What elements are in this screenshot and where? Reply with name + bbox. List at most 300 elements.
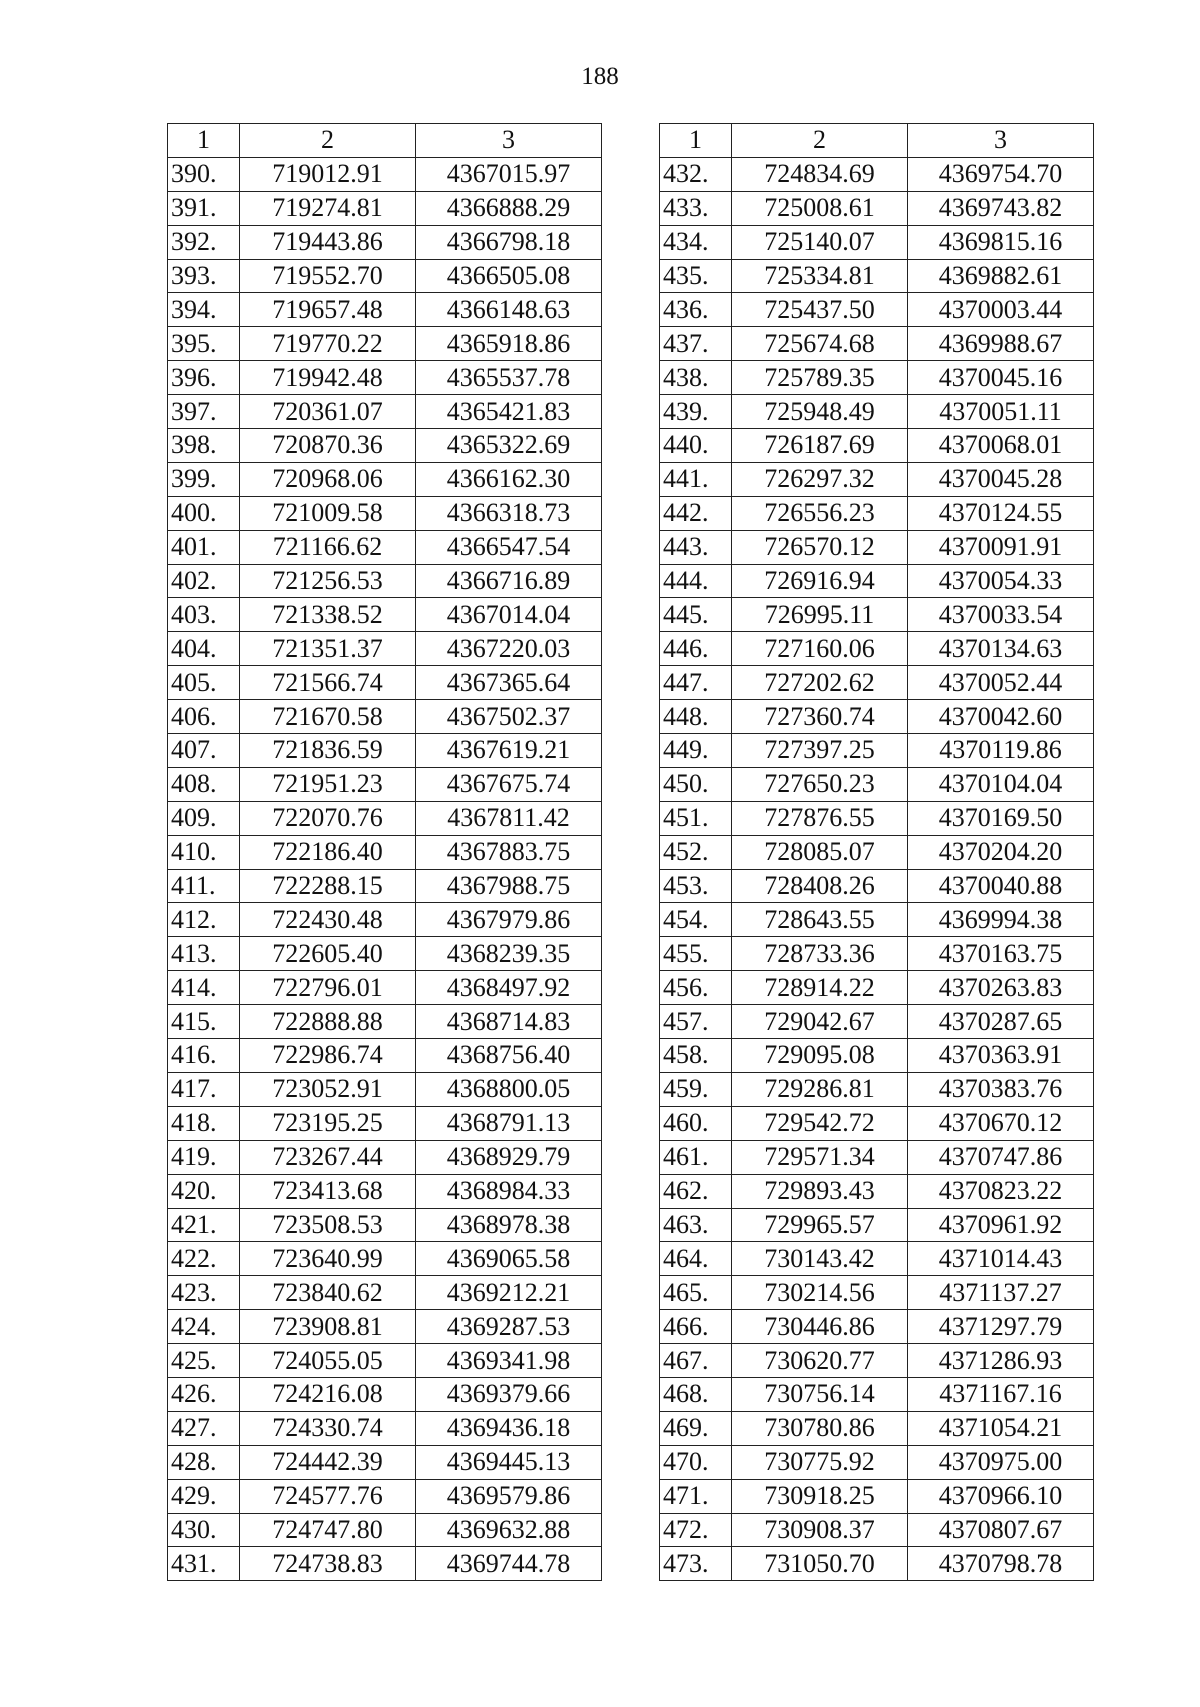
row-number: 410.: [168, 835, 240, 869]
coordinate-x: 721951.23: [240, 767, 416, 801]
coordinate-x: 725948.49: [732, 395, 908, 429]
coordinate-x: 722186.40: [240, 835, 416, 869]
coordinate-y: 4370670.12: [908, 1106, 1094, 1140]
coordinate-x: 723267.44: [240, 1140, 416, 1174]
coordinate-y: 4370823.22: [908, 1174, 1094, 1208]
coordinate-y: 4366716.89: [416, 564, 602, 598]
coordinate-y: 4370052.44: [908, 666, 1094, 700]
row-number: 459.: [660, 1072, 732, 1106]
table-row: [660, 1479, 1094, 1513]
row-number: 467.: [660, 1344, 732, 1378]
row-number: 433.: [660, 191, 732, 225]
row-number: 468.: [660, 1377, 732, 1411]
row-number: 414.: [168, 971, 240, 1005]
row-number: 409.: [168, 801, 240, 835]
coordinate-x: 730446.86: [732, 1310, 908, 1344]
table-row: [660, 1140, 1094, 1174]
coordinate-x: 728408.26: [732, 869, 908, 903]
table-row: [660, 700, 1094, 734]
coordinate-x: 727160.06: [732, 632, 908, 666]
table-row: [660, 598, 1094, 632]
coordinate-y: 4369744.78: [416, 1547, 602, 1581]
coordinate-y: 4370068.01: [908, 429, 1094, 463]
row-number: 393.: [168, 259, 240, 293]
coordinate-y: 4370204.20: [908, 835, 1094, 869]
table-row: [660, 1106, 1094, 1140]
coordinate-y: 4368800.05: [416, 1072, 602, 1106]
row-number: 424.: [168, 1310, 240, 1344]
coordinate-y: 4370134.63: [908, 632, 1094, 666]
row-number: 394.: [168, 293, 240, 327]
row-number: 461.: [660, 1140, 732, 1174]
coordinate-x: 724747.80: [240, 1513, 416, 1547]
coordinate-x: 722605.40: [240, 937, 416, 971]
coordinate-y: 4370045.16: [908, 361, 1094, 395]
table-row: [660, 259, 1094, 293]
coordinate-x: 721566.74: [240, 666, 416, 700]
coordinate-y: 4369287.53: [416, 1310, 602, 1344]
row-number: 407.: [168, 734, 240, 768]
coordinate-x: 730143.42: [732, 1242, 908, 1276]
coordinate-y: 4368791.13: [416, 1106, 602, 1140]
table-row: [168, 869, 602, 903]
coordinate-x: 727202.62: [732, 666, 908, 700]
coordinate-x: 724216.08: [240, 1377, 416, 1411]
table-row: [660, 395, 1094, 429]
coordinate-x: 722796.01: [240, 971, 416, 1005]
row-number: 460.: [660, 1106, 732, 1140]
table-row: [168, 462, 602, 496]
table-row: [168, 1310, 602, 1344]
coordinates-table-right: [659, 123, 1094, 1581]
table-row: [660, 1310, 1094, 1344]
coordinate-x: 728733.36: [732, 937, 908, 971]
row-number: 437.: [660, 327, 732, 361]
coordinate-x: 725789.35: [732, 361, 908, 395]
table-row: [660, 835, 1094, 869]
table-row: [168, 395, 602, 429]
coordinate-x: 729571.34: [732, 1140, 908, 1174]
coordinate-x: 723052.91: [240, 1072, 416, 1106]
row-number: 435.: [660, 259, 732, 293]
row-number: 403.: [168, 598, 240, 632]
row-number: 438.: [660, 361, 732, 395]
table-row: [660, 361, 1094, 395]
coordinate-x: 724738.83: [240, 1547, 416, 1581]
table-row: [168, 564, 602, 598]
coordinate-y: 4367619.21: [416, 734, 602, 768]
coordinate-y: 4370807.67: [908, 1513, 1094, 1547]
row-number: 440.: [660, 429, 732, 463]
coordinate-x: 722888.88: [240, 1005, 416, 1039]
coordinate-y: 4369341.98: [416, 1344, 602, 1378]
table-row: [660, 530, 1094, 564]
table-row: [660, 1377, 1094, 1411]
coordinate-x: 721670.58: [240, 700, 416, 734]
table-row: [168, 598, 602, 632]
coordinate-x: 725437.50: [732, 293, 908, 327]
coordinate-y: 4369379.66: [416, 1377, 602, 1411]
coordinate-x: 729042.67: [732, 1005, 908, 1039]
coordinate-x: 719552.70: [240, 259, 416, 293]
table-row: [660, 1039, 1094, 1073]
coordinate-x: 727360.74: [732, 700, 908, 734]
column-header: 1: [660, 124, 732, 158]
coordinate-y: 4365322.69: [416, 429, 602, 463]
table-row: [168, 225, 602, 259]
row-number: 458.: [660, 1039, 732, 1073]
row-number: 400.: [168, 496, 240, 530]
table-row: [660, 564, 1094, 598]
column-header: 3: [416, 124, 602, 158]
coordinate-x: 721166.62: [240, 530, 416, 564]
table-row: [168, 1039, 602, 1073]
table-row: [660, 1208, 1094, 1242]
table-row: [660, 157, 1094, 191]
coordinate-x: 723413.68: [240, 1174, 416, 1208]
row-number: 456.: [660, 971, 732, 1005]
table-row: [168, 293, 602, 327]
row-number: 455.: [660, 937, 732, 971]
coordinate-x: 726187.69: [732, 429, 908, 463]
coordinate-x: 728643.55: [732, 903, 908, 937]
coordinate-x: 729893.43: [732, 1174, 908, 1208]
coordinate-y: 4370966.10: [908, 1479, 1094, 1513]
coordinate-x: 730780.86: [732, 1411, 908, 1445]
coordinate-x: 721351.37: [240, 632, 416, 666]
table-row: [168, 971, 602, 1005]
coordinate-y: 4370091.91: [908, 530, 1094, 564]
row-number: 428.: [168, 1445, 240, 1479]
coordinate-x: 726995.11: [732, 598, 908, 632]
column-header: 2: [240, 124, 416, 158]
coordinate-x: 727876.55: [732, 801, 908, 835]
coordinate-x: 727397.25: [732, 734, 908, 768]
coordinate-y: 4367365.64: [416, 666, 602, 700]
coordinate-y: 4369994.38: [908, 903, 1094, 937]
coordinate-y: 4370045.28: [908, 462, 1094, 496]
coordinate-y: 4370042.60: [908, 700, 1094, 734]
row-number: 411.: [168, 869, 240, 903]
table-row: [168, 429, 602, 463]
row-number: 446.: [660, 632, 732, 666]
coordinate-x: 726916.94: [732, 564, 908, 598]
table-row: [660, 1276, 1094, 1310]
column-header: 2: [732, 124, 908, 158]
coordinate-x: 729542.72: [732, 1106, 908, 1140]
row-number: 397.: [168, 395, 240, 429]
row-number: 404.: [168, 632, 240, 666]
row-number: 418.: [168, 1106, 240, 1140]
table-row: [168, 1208, 602, 1242]
coordinate-y: 4370287.65: [908, 1005, 1094, 1039]
coordinate-x: 726297.32: [732, 462, 908, 496]
row-number: 466.: [660, 1310, 732, 1344]
coordinate-y: 4365537.78: [416, 361, 602, 395]
coordinate-y: 4371014.43: [908, 1242, 1094, 1276]
coordinate-y: 4369212.21: [416, 1276, 602, 1310]
coordinate-x: 719443.86: [240, 225, 416, 259]
coordinate-y: 4365918.86: [416, 327, 602, 361]
table-row: [168, 1174, 602, 1208]
coordinate-x: 730620.77: [732, 1344, 908, 1378]
table-row: [168, 496, 602, 530]
coordinate-x: 721338.52: [240, 598, 416, 632]
coordinate-y: 4371054.21: [908, 1411, 1094, 1445]
table-row: [168, 1547, 602, 1581]
table-row: [168, 191, 602, 225]
coordinate-y: 4370163.75: [908, 937, 1094, 971]
table-row: [168, 1276, 602, 1310]
column-header: 3: [908, 124, 1094, 158]
coordinate-x: 724330.74: [240, 1411, 416, 1445]
coordinate-y: 4371137.27: [908, 1276, 1094, 1310]
row-number: 426.: [168, 1377, 240, 1411]
table-row: [660, 1547, 1094, 1581]
coordinate-y: 4371167.16: [908, 1377, 1094, 1411]
coordinate-x: 720870.36: [240, 429, 416, 463]
coordinate-x: 723640.99: [240, 1242, 416, 1276]
table-row: [168, 1242, 602, 1276]
table-row: [660, 1072, 1094, 1106]
table-row: [660, 1174, 1094, 1208]
row-number: 392.: [168, 225, 240, 259]
row-number: 473.: [660, 1547, 732, 1581]
table-row: [168, 1479, 602, 1513]
coordinate-x: 719657.48: [240, 293, 416, 327]
table-row: [660, 767, 1094, 801]
coordinate-y: 4370961.92: [908, 1208, 1094, 1242]
coordinate-y: 4369065.58: [416, 1242, 602, 1276]
coordinate-x: 721009.58: [240, 496, 416, 530]
row-number: 401.: [168, 530, 240, 564]
coordinate-x: 726556.23: [732, 496, 908, 530]
row-number: 447.: [660, 666, 732, 700]
coordinate-y: 4367883.75: [416, 835, 602, 869]
row-number: 419.: [168, 1140, 240, 1174]
coordinate-x: 722288.15: [240, 869, 416, 903]
row-number: 421.: [168, 1208, 240, 1242]
table-row: [660, 496, 1094, 530]
coordinate-y: 4370363.91: [908, 1039, 1094, 1073]
coordinate-x: 723508.53: [240, 1208, 416, 1242]
table-row: [168, 937, 602, 971]
row-number: 469.: [660, 1411, 732, 1445]
table-row: [168, 1072, 602, 1106]
row-number: 408.: [168, 767, 240, 801]
coordinate-y: 4366798.18: [416, 225, 602, 259]
coordinate-x: 722070.76: [240, 801, 416, 835]
row-number: 464.: [660, 1242, 732, 1276]
coordinate-y: 4367502.37: [416, 700, 602, 734]
coordinate-y: 4368756.40: [416, 1039, 602, 1073]
row-number: 422.: [168, 1242, 240, 1276]
table-row: [168, 1344, 602, 1378]
coordinate-y: 4370040.88: [908, 869, 1094, 903]
coordinate-y: 4371286.93: [908, 1344, 1094, 1378]
table-row: [168, 903, 602, 937]
coordinate-y: 4370033.54: [908, 598, 1094, 632]
coordinate-y: 4368714.83: [416, 1005, 602, 1039]
table-row: [168, 801, 602, 835]
table-row: [660, 1411, 1094, 1445]
row-number: 452.: [660, 835, 732, 869]
coordinate-x: 731050.70: [732, 1547, 908, 1581]
row-number: 420.: [168, 1174, 240, 1208]
row-number: 429.: [168, 1479, 240, 1513]
coordinate-y: 4369882.61: [908, 259, 1094, 293]
coordinate-y: 4371297.79: [908, 1310, 1094, 1344]
coordinate-y: 4370383.76: [908, 1072, 1094, 1106]
row-number: 402.: [168, 564, 240, 598]
coordinate-x: 730756.14: [732, 1377, 908, 1411]
coordinates-table-left: [167, 123, 602, 1581]
row-number: 425.: [168, 1344, 240, 1378]
coordinate-y: 4370054.33: [908, 564, 1094, 598]
table-row: [168, 327, 602, 361]
table-row: [660, 734, 1094, 768]
coordinate-x: 719012.91: [240, 157, 416, 191]
coordinate-x: 729095.08: [732, 1039, 908, 1073]
coordinate-x: 721836.59: [240, 734, 416, 768]
table-row: [660, 801, 1094, 835]
row-number: 450.: [660, 767, 732, 801]
coordinate-x: 724834.69: [732, 157, 908, 191]
row-number: 449.: [660, 734, 732, 768]
page-number: 188: [581, 63, 619, 90]
table-row: [660, 1344, 1094, 1378]
coordinate-x: 725334.81: [732, 259, 908, 293]
table-row: [660, 429, 1094, 463]
coordinate-y: 4368239.35: [416, 937, 602, 971]
row-number: 445.: [660, 598, 732, 632]
coordinate-y: 4370051.11: [908, 395, 1094, 429]
row-number: 443.: [660, 530, 732, 564]
row-number: 439.: [660, 395, 732, 429]
table-row: [660, 1513, 1094, 1547]
row-number: 448.: [660, 700, 732, 734]
table-row: [660, 462, 1094, 496]
table-row: [660, 225, 1094, 259]
coordinate-y: 4366547.54: [416, 530, 602, 564]
table-row: [168, 734, 602, 768]
coordinate-x: 729965.57: [732, 1208, 908, 1242]
row-number: 415.: [168, 1005, 240, 1039]
row-number: 398.: [168, 429, 240, 463]
row-number: 395.: [168, 327, 240, 361]
coordinate-x: 724055.05: [240, 1344, 416, 1378]
table-row: [660, 903, 1094, 937]
coordinate-x: 722986.74: [240, 1039, 416, 1073]
table-row: [660, 971, 1094, 1005]
coordinate-x: 719770.22: [240, 327, 416, 361]
row-number: 454.: [660, 903, 732, 937]
coordinate-x: 720361.07: [240, 395, 416, 429]
coordinate-x: 722430.48: [240, 903, 416, 937]
coordinate-y: 4369754.70: [908, 157, 1094, 191]
coordinate-y: 4366888.29: [416, 191, 602, 225]
coordinate-y: 4370119.86: [908, 734, 1094, 768]
coordinate-y: 4369436.18: [416, 1411, 602, 1445]
row-number: 432.: [660, 157, 732, 191]
coordinate-x: 720968.06: [240, 462, 416, 496]
table-row: [660, 666, 1094, 700]
table-row: [168, 1140, 602, 1174]
coordinate-x: 725008.61: [732, 191, 908, 225]
row-number: 427.: [168, 1411, 240, 1445]
coordinate-y: 4370169.50: [908, 801, 1094, 835]
table-row: [660, 1242, 1094, 1276]
coordinate-y: 4370104.04: [908, 767, 1094, 801]
table-row: [660, 1445, 1094, 1479]
coordinate-y: 4367014.04: [416, 598, 602, 632]
coordinate-y: 4370124.55: [908, 496, 1094, 530]
coordinate-y: 4370798.78: [908, 1547, 1094, 1581]
table-row: [168, 666, 602, 700]
row-number: 451.: [660, 801, 732, 835]
coordinate-y: 4367015.97: [416, 157, 602, 191]
row-number: 406.: [168, 700, 240, 734]
coordinate-x: 730918.25: [732, 1479, 908, 1513]
coordinate-x: 725674.68: [732, 327, 908, 361]
row-number: 417.: [168, 1072, 240, 1106]
row-number: 390.: [168, 157, 240, 191]
table-row: [168, 361, 602, 395]
coordinate-x: 730908.37: [732, 1513, 908, 1547]
coordinate-x: 726570.12: [732, 530, 908, 564]
coordinate-y: 4366162.30: [416, 462, 602, 496]
table-row: [168, 700, 602, 734]
coordinate-x: 730775.92: [732, 1445, 908, 1479]
row-number: 436.: [660, 293, 732, 327]
row-number: 434.: [660, 225, 732, 259]
row-number: 412.: [168, 903, 240, 937]
row-number: 444.: [660, 564, 732, 598]
row-number: 465.: [660, 1276, 732, 1310]
coordinate-y: 4368497.92: [416, 971, 602, 1005]
table-row: [168, 1513, 602, 1547]
coordinate-y: 4368984.33: [416, 1174, 602, 1208]
coordinate-x: 728914.22: [732, 971, 908, 1005]
row-number: 413.: [168, 937, 240, 971]
table-body: [660, 157, 1094, 1580]
coordinate-y: 4370975.00: [908, 1445, 1094, 1479]
row-number: 463.: [660, 1208, 732, 1242]
coordinate-x: 723908.81: [240, 1310, 416, 1344]
table-row: [660, 937, 1094, 971]
row-number: 462.: [660, 1174, 732, 1208]
coordinate-y: 4369988.67: [908, 327, 1094, 361]
coordinate-x: 730214.56: [732, 1276, 908, 1310]
row-number: 453.: [660, 869, 732, 903]
table-body: [168, 157, 602, 1580]
table-row: [168, 1377, 602, 1411]
table-row: [168, 530, 602, 564]
table-row: [660, 327, 1094, 361]
table-header-row: [168, 124, 602, 158]
coordinate-x: 723195.25: [240, 1106, 416, 1140]
coordinate-x: 719942.48: [240, 361, 416, 395]
row-number: 391.: [168, 191, 240, 225]
coordinate-y: 4369632.88: [416, 1513, 602, 1547]
coordinate-y: 4366318.73: [416, 496, 602, 530]
coordinate-y: 4370747.86: [908, 1140, 1094, 1174]
coordinate-y: 4367811.42: [416, 801, 602, 835]
row-number: 416.: [168, 1039, 240, 1073]
coordinate-x: 727650.23: [732, 767, 908, 801]
row-number: 442.: [660, 496, 732, 530]
row-number: 399.: [168, 462, 240, 496]
